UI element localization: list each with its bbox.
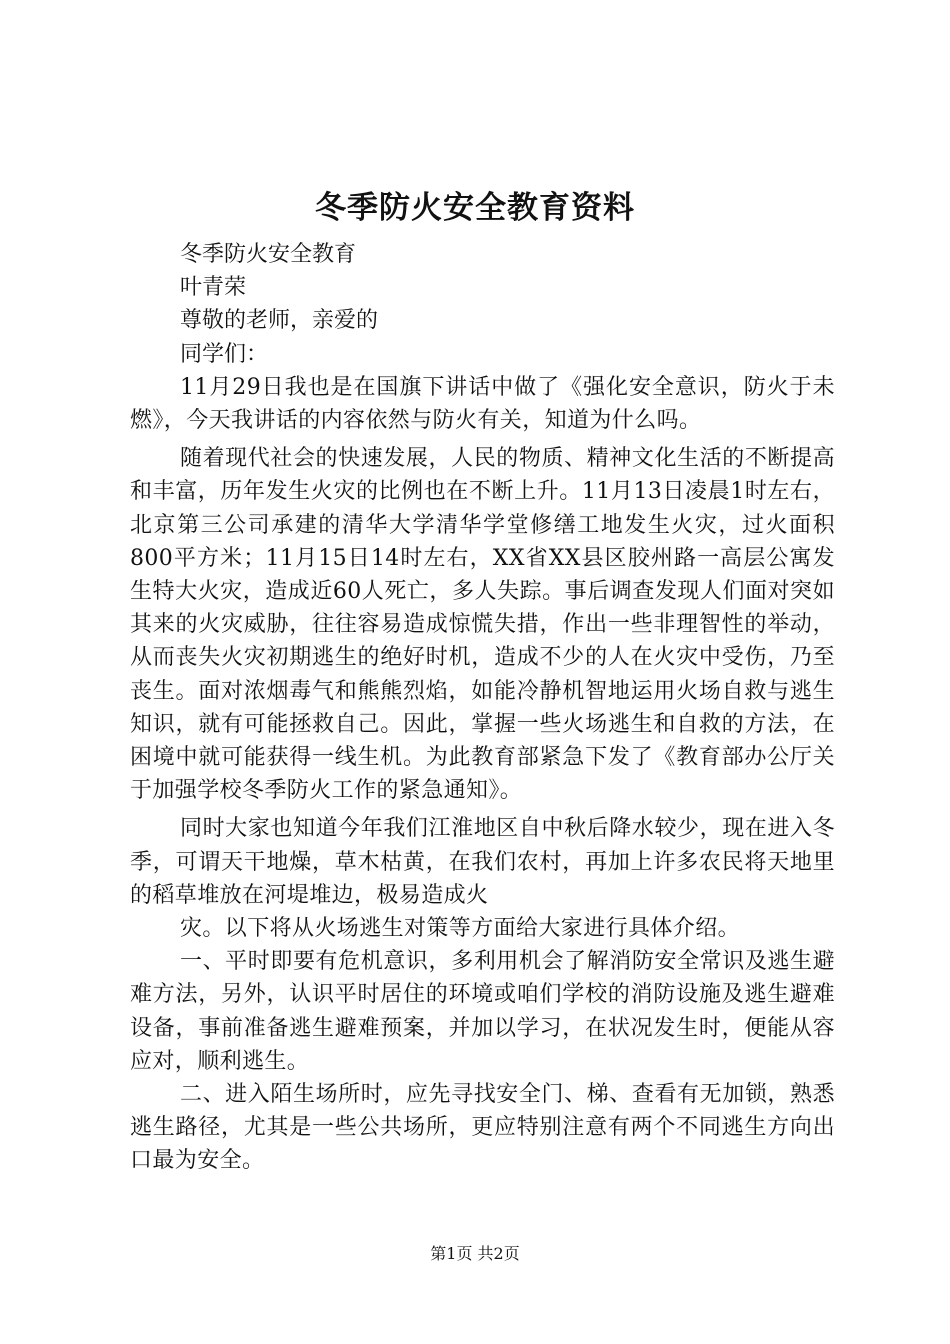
author-line: 叶青荣 (180, 275, 247, 301)
paragraph-point-one: 一、平时即要有危机意识，多利用机会了解消防安全常识及逃生避难方法，另外，认识平时居住的环境或咱们学校的消防设施及逃生避难设备，事前准备逃生避难预案，并加以学习，在状况发生时，便能从容应对，顺利逃生。 (130, 949, 835, 1074)
subtitle-line: 冬季防火安全教育 (180, 242, 357, 267)
page-footer: 第1页 共2页 (430, 1244, 520, 1263)
greeting-line-2: 同学们： (180, 341, 269, 367)
greeting-line-1: 尊敬的老师，亲爱的 (180, 308, 379, 334)
document-title: 冬季防火安全教育资料 (315, 190, 635, 226)
paragraph-point-two: 二、进入陌生场所时，应先寻找安全门、梯、查看有无加锁，熟悉逃生路径，尤其是一些公共场所，更应特别注意有两个不同逃生方向出口最为安全。 (130, 1082, 835, 1174)
paragraph-transition: 灾。以下将从火场逃生对策等方面给大家进行具体介绍。 (180, 916, 741, 942)
paragraph-background: 随着现代社会的快速发展，人民的物质、精神文化生活的不断提高和丰富，历年发生火灾的比例也在不断上升。11月13日凌晨1时左右，北京第三公司承建的清华大学清华学堂修缮工地发生火灾，过火面积800平方米；11月15日14时左右，XX省XX县区胶州路一高层公寓发生特大火灾，造成近60人死亡，多人失踪。事后调查发现人们面对突如其来的火灾威胁，往往容易造成惊慌失措，作出一些非理智性的举动，从而丧失火灾初期逃生的绝好时机，造成不少的人在火灾中受伤，乃至丧生。面对浓烟毒气和熊熊烈焰，如能冷静机智地运用火场自救与逃生知识，就有可能拯救自己。因此，掌握一些火场逃生和自救的方法，在困境中就可能获得一线生机。为此教育部紧急下发了《教育部办公厅关于加强学校冬季防火工作的紧急通知》。 (130, 446, 835, 804)
paragraph-climate: 同时大家也知道今年我们江淮地区自中秋后降水较少，现在进入冬季，可谓天干地燥，草木枯黄，在我们农村，再加上许多农民将天地里的稻草堆放在河堤堆边，极易造成火 (130, 816, 835, 908)
paragraph-intro: 11月29日我也是在国旗下讲话中做了《强化安全意识，防火于未燃》，今天我讲话的内容依然与防火有关，知道为什么吗。 (130, 374, 835, 434)
document-body (130, 238, 835, 1178)
